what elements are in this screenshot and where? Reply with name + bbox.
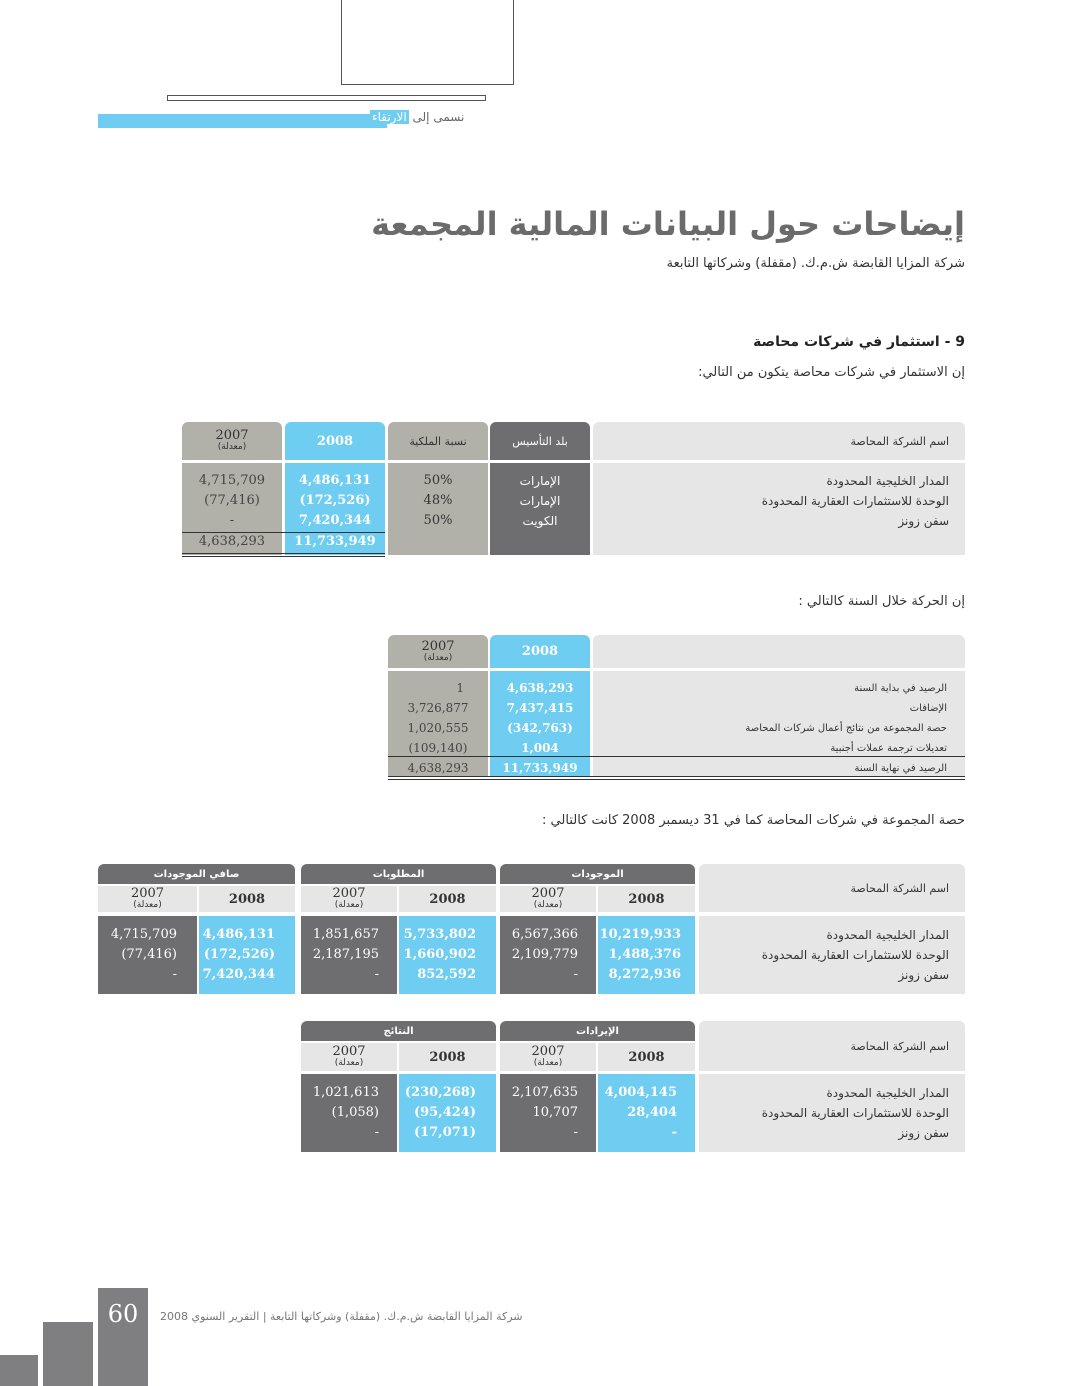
bal-assets-2008: 10,219,933	[599, 927, 681, 942]
header-frame	[341, 0, 514, 85]
bal-liab-2008: 5,733,802	[403, 927, 476, 942]
bal-header-assets: الموجودات	[500, 864, 695, 884]
t1-col-name	[593, 463, 965, 555]
bal-year-2008: 2008	[429, 891, 466, 907]
bal-col-liab-2008	[399, 916, 496, 994]
bal-assets-2008: 8,272,936	[608, 967, 681, 982]
bal-net-2007: (77,416)	[121, 947, 177, 962]
inc-rev-2007: -	[573, 1125, 578, 1140]
inc-rev-2008-head	[598, 1043, 695, 1071]
t1-row-country: الكويت	[522, 514, 558, 528]
t1-header-country: بلد التأسيس	[490, 422, 590, 460]
bal-assets-2008-head	[598, 886, 695, 912]
bal-row-name: المدار الخليجية المحدودة	[826, 928, 949, 942]
inc-restated: (معدلة)	[334, 1058, 364, 1068]
tagline-word-2: إلى	[412, 110, 430, 124]
bal-col-assets-2007	[500, 916, 596, 994]
t1-row-country: الإمارات	[519, 494, 561, 508]
mv-header-2008: 2008	[490, 635, 590, 668]
mv-row-label: الإضافات	[909, 703, 947, 714]
tagline-word-1: نسمى	[433, 110, 465, 124]
inc-col-rev-2008	[598, 1074, 695, 1152]
mv-row-label: تعديلات ترجمة عملات أجنبية	[830, 743, 947, 754]
t1-row-2008: 7,420,344	[298, 513, 372, 528]
share-intro: حصة المجموعة في شركات المحاصة كما في 31 ديسمبر 2008 كانت كالتالي :	[542, 813, 965, 828]
mv-header-2007	[388, 635, 488, 668]
inc-row-name: الوحدة للاستثمارات العقارية المحدودة	[761, 1106, 949, 1120]
mv-row-2007: 1	[456, 681, 464, 695]
footer-text: شركة المزايا القابضة ش.م.ك. (مقفلة) وشركاتها التابعة | التقرير السنوي 2008	[160, 1310, 523, 1323]
inc-res-2007: (1,058)	[331, 1105, 379, 1120]
bal-net-2008: 4,486,131	[202, 927, 275, 942]
bal-assets-2007-head	[500, 886, 596, 912]
tagline-word-3: الارتقاء	[372, 110, 407, 124]
footer-block	[43, 1322, 93, 1386]
mv-row-label: الرصيد في نهاية السنة	[854, 763, 947, 774]
t1-row-name: سفن زونز	[898, 514, 949, 528]
inc-res-2007: -	[374, 1125, 379, 1140]
inc-rev-2007: 2,107,635	[511, 1085, 578, 1100]
t1-header-name: اسم الشركة المحاصة	[593, 422, 965, 460]
bal-assets-2007: 6,567,366	[511, 927, 578, 942]
t1-row-2008: 4,486,131	[298, 473, 372, 488]
inc-year-2008: 2008	[429, 1049, 466, 1065]
t1-col-2007	[182, 463, 282, 555]
mv-double-rule	[388, 779, 965, 780]
inc-col-res-2007	[301, 1074, 397, 1152]
bal-col-liab-2007	[301, 916, 397, 994]
inc-year-2007: 2007	[531, 1044, 565, 1059]
mv-row-2007: 3,726,877	[407, 701, 469, 715]
inc-header-revenues: الإيرادات	[500, 1021, 695, 1041]
mv-row-2008: 1,004	[521, 741, 559, 755]
movement-intro: إن الحركة خلال السنة كالتالي :	[798, 594, 965, 609]
inc-header-results: النتائج	[301, 1021, 496, 1041]
inc-restated: (معدلة)	[533, 1058, 563, 1068]
t1-row-2008: (172,526)	[299, 493, 371, 508]
tagline-bar	[98, 114, 387, 128]
footer-block	[98, 1340, 148, 1386]
bal-restated: (معدلة)	[133, 900, 162, 910]
bal-restated: (معدلة)	[334, 900, 364, 910]
bal-restated: (معدلة)	[533, 900, 563, 910]
t1-header-2008: 2008	[285, 422, 385, 460]
page-title: إيضاحات حول البيانات المالية المجمعة	[371, 205, 965, 243]
t1-row-2007: -	[229, 513, 235, 528]
mv-total-rule	[388, 756, 965, 757]
t1-total-2007: 4,638,293	[198, 534, 266, 549]
bal-row-name: الوحدة للاستثمارات العقارية المحدودة	[761, 948, 949, 962]
mv-restated: (معدلة)	[423, 652, 453, 663]
bal-liab-2007: -	[374, 967, 379, 982]
inc-res-2007: 1,021,613	[312, 1085, 379, 1100]
inc-rev-2008: -	[671, 1125, 677, 1140]
page-number: 60	[98, 1288, 148, 1340]
inc-year-2007: 2007	[332, 1044, 366, 1059]
bal-liab-2007: 1,851,657	[312, 927, 379, 942]
inc-rev-2007: 10,707	[532, 1105, 578, 1120]
mv-row-2007: 4,638,293	[407, 761, 469, 775]
bal-assets-2007: 2,109,779	[511, 947, 578, 962]
inc-row-name: سفن زونز	[898, 1126, 949, 1140]
bal-net-2008: 7,420,344	[202, 967, 275, 982]
bal-liab-2007: 2,187,195	[312, 947, 379, 962]
bal-year-2007: 2007	[130, 886, 165, 901]
inc-rev-2008: 4,004,145	[604, 1085, 677, 1100]
inc-res-2008-head	[399, 1043, 496, 1071]
footer-block	[0, 1355, 38, 1386]
bal-net-2007: -	[172, 967, 177, 982]
bal-net-2008-head	[199, 886, 295, 912]
inc-rev-2007-head	[500, 1043, 596, 1071]
bal-col-name	[699, 916, 965, 994]
mv-row-label: الرصيد في بداية السنة	[854, 683, 947, 694]
inc-res-2008: (230,268)	[404, 1085, 476, 1100]
mv-row-2008: 11,733,949	[502, 761, 578, 775]
t1-row-name: المدار الخليجية المحدودة	[826, 474, 949, 488]
bal-row-name: سفن زونز	[898, 968, 949, 982]
t1-year-2007: 2007	[215, 428, 249, 443]
bal-col-net-2008	[199, 916, 295, 994]
t1-col-2008	[285, 463, 385, 555]
inc-res-2007-head	[301, 1043, 397, 1071]
mv-col-label	[593, 671, 965, 777]
t1-restated: (معدلة)	[217, 442, 247, 452]
inc-res-2008: (17,071)	[413, 1125, 476, 1140]
section-heading: 9 - استثمار في شركات محاصة	[753, 334, 965, 350]
inc-col-res-2008	[399, 1074, 496, 1152]
inc-rev-2008: 28,404	[627, 1105, 677, 1120]
t1-header-ownership: نسبة الملكية	[388, 422, 488, 460]
mv-year-2007: 2007	[421, 638, 455, 654]
t1-double-rule	[182, 556, 385, 557]
mv-header-label	[593, 635, 965, 668]
bal-net-2007: 4,715,709	[110, 927, 177, 942]
bal-header-liabilities: المطلوبات	[301, 864, 496, 884]
t1-row-2007: 4,715,709	[198, 473, 266, 488]
bal-liab-2008-head	[399, 886, 496, 912]
bal-year-2007: 2007	[332, 886, 366, 901]
bal-col-net-2007	[98, 916, 197, 994]
inc-row-name: المدار الخليجية المحدودة	[826, 1086, 949, 1100]
mv-row-2008: (342,763)	[507, 721, 573, 735]
inc-year-2008: 2008	[628, 1049, 665, 1065]
tagline	[370, 110, 464, 124]
t1-row-ownership: 48%	[423, 493, 453, 508]
section-intro: إن الاستثمار في شركات محاصة يتكون من التالي:	[698, 365, 965, 380]
t1-row-name: الوحدة للاستثمارات العقارية المحدودة	[761, 494, 949, 508]
mv-row-2008: 4,638,293	[506, 681, 574, 695]
bal-liab-2008: 1,660,902	[403, 947, 476, 962]
t1-double-rule	[182, 553, 385, 554]
t1-col-country	[490, 463, 590, 555]
bal-assets-2007: -	[573, 967, 578, 982]
header-rule	[167, 95, 486, 101]
t1-row-ownership: 50%	[423, 513, 453, 528]
inc-col-name	[699, 1074, 965, 1152]
t1-total-rule	[182, 532, 385, 533]
mv-row-label: حصة المجموعة من نتائج أعمال شركات المحاصة	[745, 723, 947, 734]
mv-row-2007: 1,020,555	[407, 721, 469, 735]
bal-header-net-assets: صافي الموجودات	[98, 864, 295, 884]
mv-row-2008: 7,437,415	[506, 701, 574, 715]
bal-header-name: اسم الشركة المحاصة	[699, 864, 965, 912]
t1-row-2007: (77,416)	[204, 493, 260, 508]
mv-col-2008	[490, 671, 590, 777]
bal-net-2008: (172,526)	[203, 947, 275, 962]
inc-res-2008: (95,424)	[413, 1105, 476, 1120]
bal-net-2007-head	[98, 886, 197, 912]
t1-total-2008: 11,733,949	[294, 534, 376, 549]
page-subtitle: شركة المزايا القابضة ش.م.ك. (مقفلة) وشركاتها التابعة	[666, 256, 965, 271]
bal-liab-2008: 852,592	[417, 967, 476, 982]
bal-year-2008: 2008	[628, 891, 665, 907]
bal-liab-2007-head	[301, 886, 397, 912]
bal-assets-2008: 1,488,376	[608, 947, 681, 962]
t1-row-ownership: 50%	[423, 473, 453, 488]
t1-col-ownership	[388, 463, 488, 555]
t1-row-country: الإمارات	[519, 474, 561, 488]
bal-col-assets-2008	[598, 916, 695, 994]
inc-header-name: اسم الشركة المحاصة	[699, 1021, 965, 1071]
mv-col-2007	[388, 671, 488, 777]
t1-header-2007	[182, 422, 282, 460]
mv-double-rule	[388, 776, 965, 777]
mv-row-2007: (109,140)	[408, 741, 468, 755]
bal-year-2008: 2008	[228, 891, 266, 907]
inc-col-rev-2007	[500, 1074, 596, 1152]
bal-year-2007: 2007	[531, 886, 565, 901]
